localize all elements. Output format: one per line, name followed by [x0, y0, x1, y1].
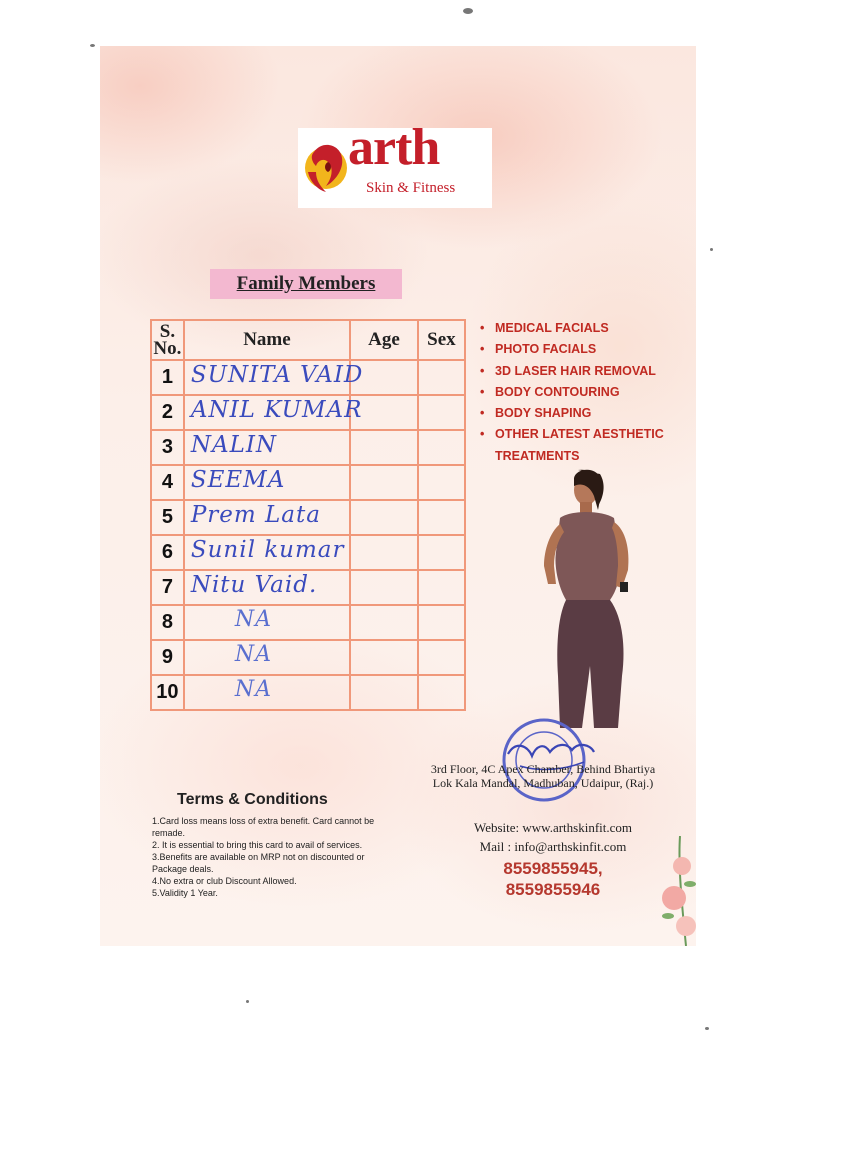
- handwritten-name: SUNITA VAID: [190, 362, 364, 388]
- table-row: [151, 395, 465, 430]
- row-sex: [418, 535, 465, 570]
- table-row: [151, 570, 465, 605]
- logo-tagline: Skin & Fitness: [366, 180, 456, 196]
- row-name-cell: [184, 570, 350, 605]
- terms-item: 5.Validity 1 Year.: [152, 888, 218, 898]
- row-sex: [418, 360, 465, 395]
- terms-item: 4.No extra or club Discount Allowed.: [152, 876, 297, 886]
- phone-number-2: 8559855946: [505, 880, 601, 899]
- phone-number-1: 8559855945,: [503, 859, 603, 878]
- row-age: [350, 605, 418, 640]
- row-sex: [418, 500, 465, 535]
- family-members-table: [150, 319, 466, 711]
- row-age: [350, 675, 418, 710]
- row-sex: [418, 605, 465, 640]
- row-sex: [418, 675, 465, 710]
- row-sno: 2: [151, 395, 184, 430]
- brand-logo: [298, 119, 492, 208]
- header-age: Age: [350, 320, 418, 360]
- row-age: [350, 535, 418, 570]
- table-row: [151, 675, 465, 710]
- handwritten-name: ANIL KUMAR: [190, 397, 363, 423]
- logo-wordmark: arth: [348, 119, 440, 176]
- terms-list: [152, 815, 392, 899]
- table-header-row: [151, 320, 465, 360]
- address-text: 3rd Floor, 4C Apex Chamber, Behind Bhartiya Lok Kala Mandal, Madhuban, Udaipur, (Raj.): [430, 762, 656, 790]
- handwritten-name: NA: [234, 677, 272, 702]
- scan-speck: [90, 44, 95, 47]
- handwritten-name: Prem Lata: [190, 502, 321, 528]
- row-age: [350, 465, 418, 500]
- row-age: [350, 500, 418, 535]
- row-sno: 4: [151, 465, 184, 500]
- row-sno: 3: [151, 430, 184, 465]
- terms-title: Terms & Conditions: [177, 791, 328, 808]
- face-emblem-icon: [304, 138, 348, 198]
- table-row: [151, 360, 465, 395]
- service-item: • BODY CONTOURING: [480, 382, 685, 403]
- terms-item: 2. It is essential to bring this card to avail of services.: [152, 840, 363, 850]
- row-age: [350, 570, 418, 605]
- scan-speck: [705, 1027, 709, 1030]
- row-name-cell: [184, 675, 350, 710]
- service-item: • BODY SHAPING: [480, 403, 685, 424]
- table-row: [151, 430, 465, 465]
- service-item: • 3D LASER HAIR REMOVAL: [480, 361, 685, 382]
- header-sno: S. No.: [151, 320, 184, 360]
- row-name-cell: [184, 465, 350, 500]
- row-sno: 10: [151, 675, 184, 710]
- company-stamp-icon: [480, 716, 630, 806]
- row-sex: [418, 395, 465, 430]
- handwritten-name: NA: [234, 607, 272, 632]
- header-name: Name: [184, 320, 350, 360]
- row-sno: 1: [151, 360, 184, 395]
- scan-speck: [463, 8, 473, 14]
- handwritten-name: Nitu Vaid.: [190, 572, 318, 598]
- terms-item: 1.Card loss means loss of extra benefit. Card cannot be remade.: [152, 816, 375, 838]
- membership-card: [100, 46, 696, 946]
- mail-text: Mail : info@arthskinfit.com: [479, 839, 627, 854]
- row-sno: 5: [151, 500, 184, 535]
- row-name-cell: [184, 500, 350, 535]
- table-row: [151, 465, 465, 500]
- services-list: [480, 318, 685, 467]
- terms-item: 3.Benefits are available on MRP not on discounted or Package deals.: [152, 852, 365, 874]
- row-name-cell: [184, 640, 350, 675]
- service-item: • MEDICAL FACIALS: [480, 318, 685, 339]
- family-members-title: Family Members: [210, 269, 402, 299]
- row-sno: 9: [151, 640, 184, 675]
- table-row: [151, 535, 465, 570]
- scan-speck: [246, 1000, 249, 1003]
- row-name-cell: [184, 430, 350, 465]
- handwritten-name: SEEMA: [190, 467, 286, 493]
- row-name-cell: [184, 395, 363, 430]
- handwritten-name: NA: [234, 642, 272, 667]
- website-text: Website: www.arthskinfit.com: [473, 820, 633, 835]
- service-item: • OTHER LATEST AESTHETIC TREATMENTS: [480, 424, 685, 467]
- header-sex: Sex: [418, 320, 465, 360]
- row-sno: 6: [151, 535, 184, 570]
- table-row: [151, 500, 465, 535]
- handwritten-name: NALIN: [190, 432, 278, 458]
- row-sex: [418, 570, 465, 605]
- table-row: [151, 605, 465, 640]
- handwritten-name: Sunil kumar: [190, 537, 345, 563]
- row-age: [350, 430, 418, 465]
- row-sex: [418, 640, 465, 675]
- service-item: • PHOTO FACIALS: [480, 339, 685, 360]
- row-age: [350, 640, 418, 675]
- row-sex: [418, 430, 465, 465]
- table-row: [151, 640, 465, 675]
- row-sno: 7: [151, 570, 184, 605]
- row-name-cell: [184, 535, 350, 570]
- row-sno: 8: [151, 605, 184, 640]
- fitness-model-photo: [530, 466, 640, 731]
- row-name-cell: [184, 360, 364, 395]
- scan-speck: [710, 248, 713, 251]
- row-name-cell: [184, 605, 350, 640]
- row-sex: [418, 465, 465, 500]
- flower-decoration-icon: [650, 836, 696, 946]
